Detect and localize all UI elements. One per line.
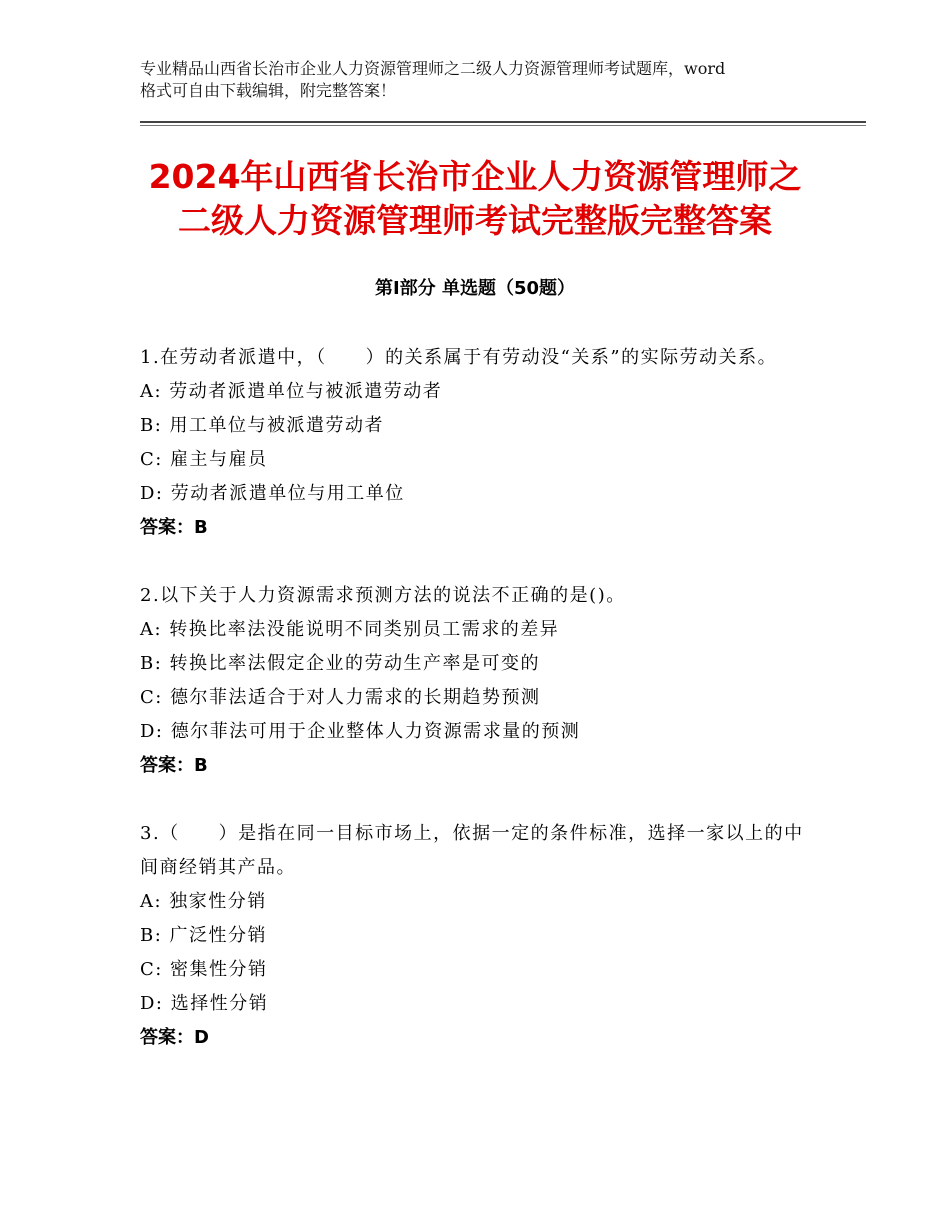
option-b: B: 广泛性分销 — [140, 925, 268, 946]
option-b: B: 用工单位与被派遣劳动者 — [140, 415, 385, 436]
section-title: 第Ⅰ部分 单选题（50题） — [374, 278, 575, 299]
question-stem: 2.以下关于人力资源需求预测方法的说法不正确的是()。 — [140, 585, 626, 606]
question-3 — [140, 817, 810, 1055]
option-b: B: 转换比率法假定企业的劳动生产率是可变的 — [140, 653, 541, 674]
question-2 — [140, 579, 810, 783]
option-d: D: 劳动者派遣单位与用工单位 — [140, 483, 405, 504]
option-a: A: 劳动者派遣单位与被派遣劳动者 — [140, 381, 443, 402]
header-note: 专业精品山西省长治市企业人力资源管理师之二级人力资源管理师考试题库，word 格式可自由下载编辑，附完整答案！ — [140, 59, 726, 100]
option-d: D: 德尔菲法可用于企业整体人力资源需求量的预测 — [140, 721, 581, 742]
option-c: C: 雇主与雇员 — [140, 449, 268, 470]
option-a: A: 转换比率法没能说明不同类别员工需求的差异 — [140, 619, 560, 640]
answer-label: 答案：B — [140, 755, 208, 776]
header-rule-thin — [140, 125, 866, 126]
header-rule-thick — [140, 121, 866, 123]
question-stem: 1.在劳动者派遣中，（ ）的关系属于有劳动没“关系”的实际劳动关系。 — [140, 347, 778, 368]
option-a: A: 独家性分销 — [140, 891, 267, 912]
answer-label: 答案：B — [140, 517, 208, 538]
option-d: D: 选择性分销 — [140, 993, 269, 1014]
option-c: C: 密集性分销 — [140, 959, 268, 980]
question-1 — [140, 341, 810, 545]
option-c: C: 德尔菲法适合于对人力需求的长期趋势预测 — [140, 687, 541, 708]
question-stem: 3.（ ）是指在同一目标市场上，依据一定的条件标准，选择一家以上的中间商经销其产品。 — [140, 823, 804, 878]
answer-label: 答案：D — [140, 1027, 209, 1048]
document-title: 2024年山西省长治市企业人力资源管理师之 二级人力资源管理师考试完整版完整答案 — [148, 157, 802, 240]
question-list — [140, 341, 810, 1089]
